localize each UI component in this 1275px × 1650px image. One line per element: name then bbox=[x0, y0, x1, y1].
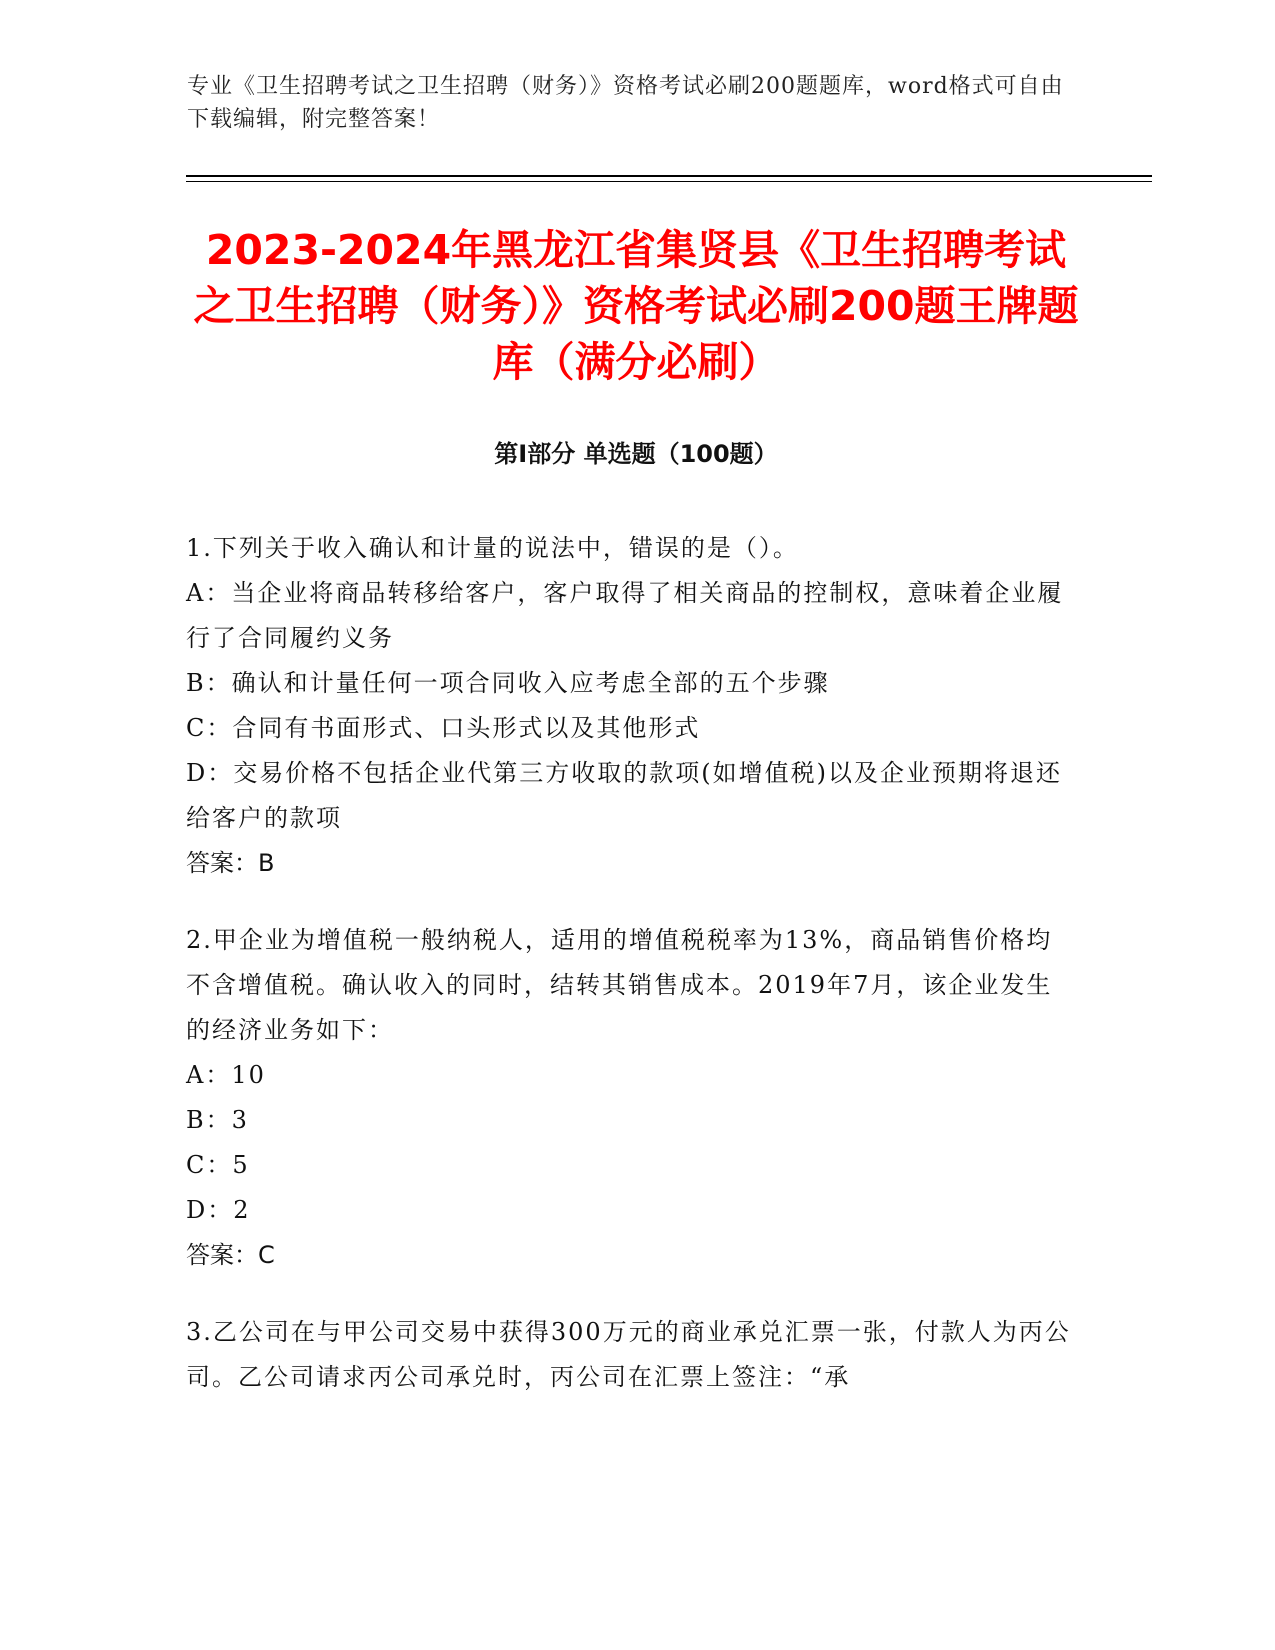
option-d: D：2 bbox=[186, 1196, 251, 1224]
option-d: D：交易价格不包括企业代第三方收取的款项(如增值税)以及企业预期将退还给客户的款项 bbox=[186, 759, 1062, 832]
section-title: 第Ⅰ部分 单选题（100题） bbox=[494, 440, 778, 468]
question-list bbox=[186, 526, 1071, 1432]
header-note: 专业《卫生招聘考试之卫生招聘（财务）》资格考试必刷200题题库，word格式可自由下载编辑，附完整答案！ bbox=[187, 74, 1064, 132]
option-c: C：5 bbox=[186, 1151, 250, 1179]
answer: 答案：B bbox=[186, 849, 275, 877]
option-c: C：合同有书面形式、口头形式以及其他形式 bbox=[186, 714, 701, 742]
question-stem: 3.乙公司在与甲公司交易中获得300万元的商业承兑汇票一张，付款人为丙公司。乙公司请求丙公司承兑时，丙公司在汇票上签注：“承 bbox=[186, 1318, 1071, 1391]
header-divider-thick bbox=[186, 175, 1152, 177]
question-2 bbox=[186, 918, 1071, 1278]
option-b: B：3 bbox=[186, 1106, 249, 1134]
header-divider-thin bbox=[186, 181, 1152, 182]
document-title: 2023-2024年黑龙江省集贤县《卫生招聘考试之卫生招聘（财务）》资格考试必刷200题王牌题库（满分必刷） bbox=[193, 226, 1079, 386]
option-a: A：10 bbox=[186, 1061, 266, 1089]
question-stem: 2.甲企业为增值税一般纳税人，适用的增值税税率为13%，商品销售价格均不含增值税。确认收入的同时，结转其销售成本。2019年7月，该企业发生的经济业务如下： bbox=[186, 926, 1053, 1044]
option-b: B：确认和计量任何一项合同收入应考虑全部的五个步骤 bbox=[186, 669, 830, 697]
option-a: A：当企业将商品转移给客户，客户取得了相关商品的控制权，意味着企业履行了合同履约义务 bbox=[186, 579, 1064, 652]
answer: 答案：C bbox=[186, 1241, 275, 1269]
question-1 bbox=[186, 526, 1071, 886]
question-stem: 1.下列关于收入确认和计量的说法中，错误的是（）。 bbox=[186, 534, 799, 562]
question-3 bbox=[186, 1310, 1071, 1400]
